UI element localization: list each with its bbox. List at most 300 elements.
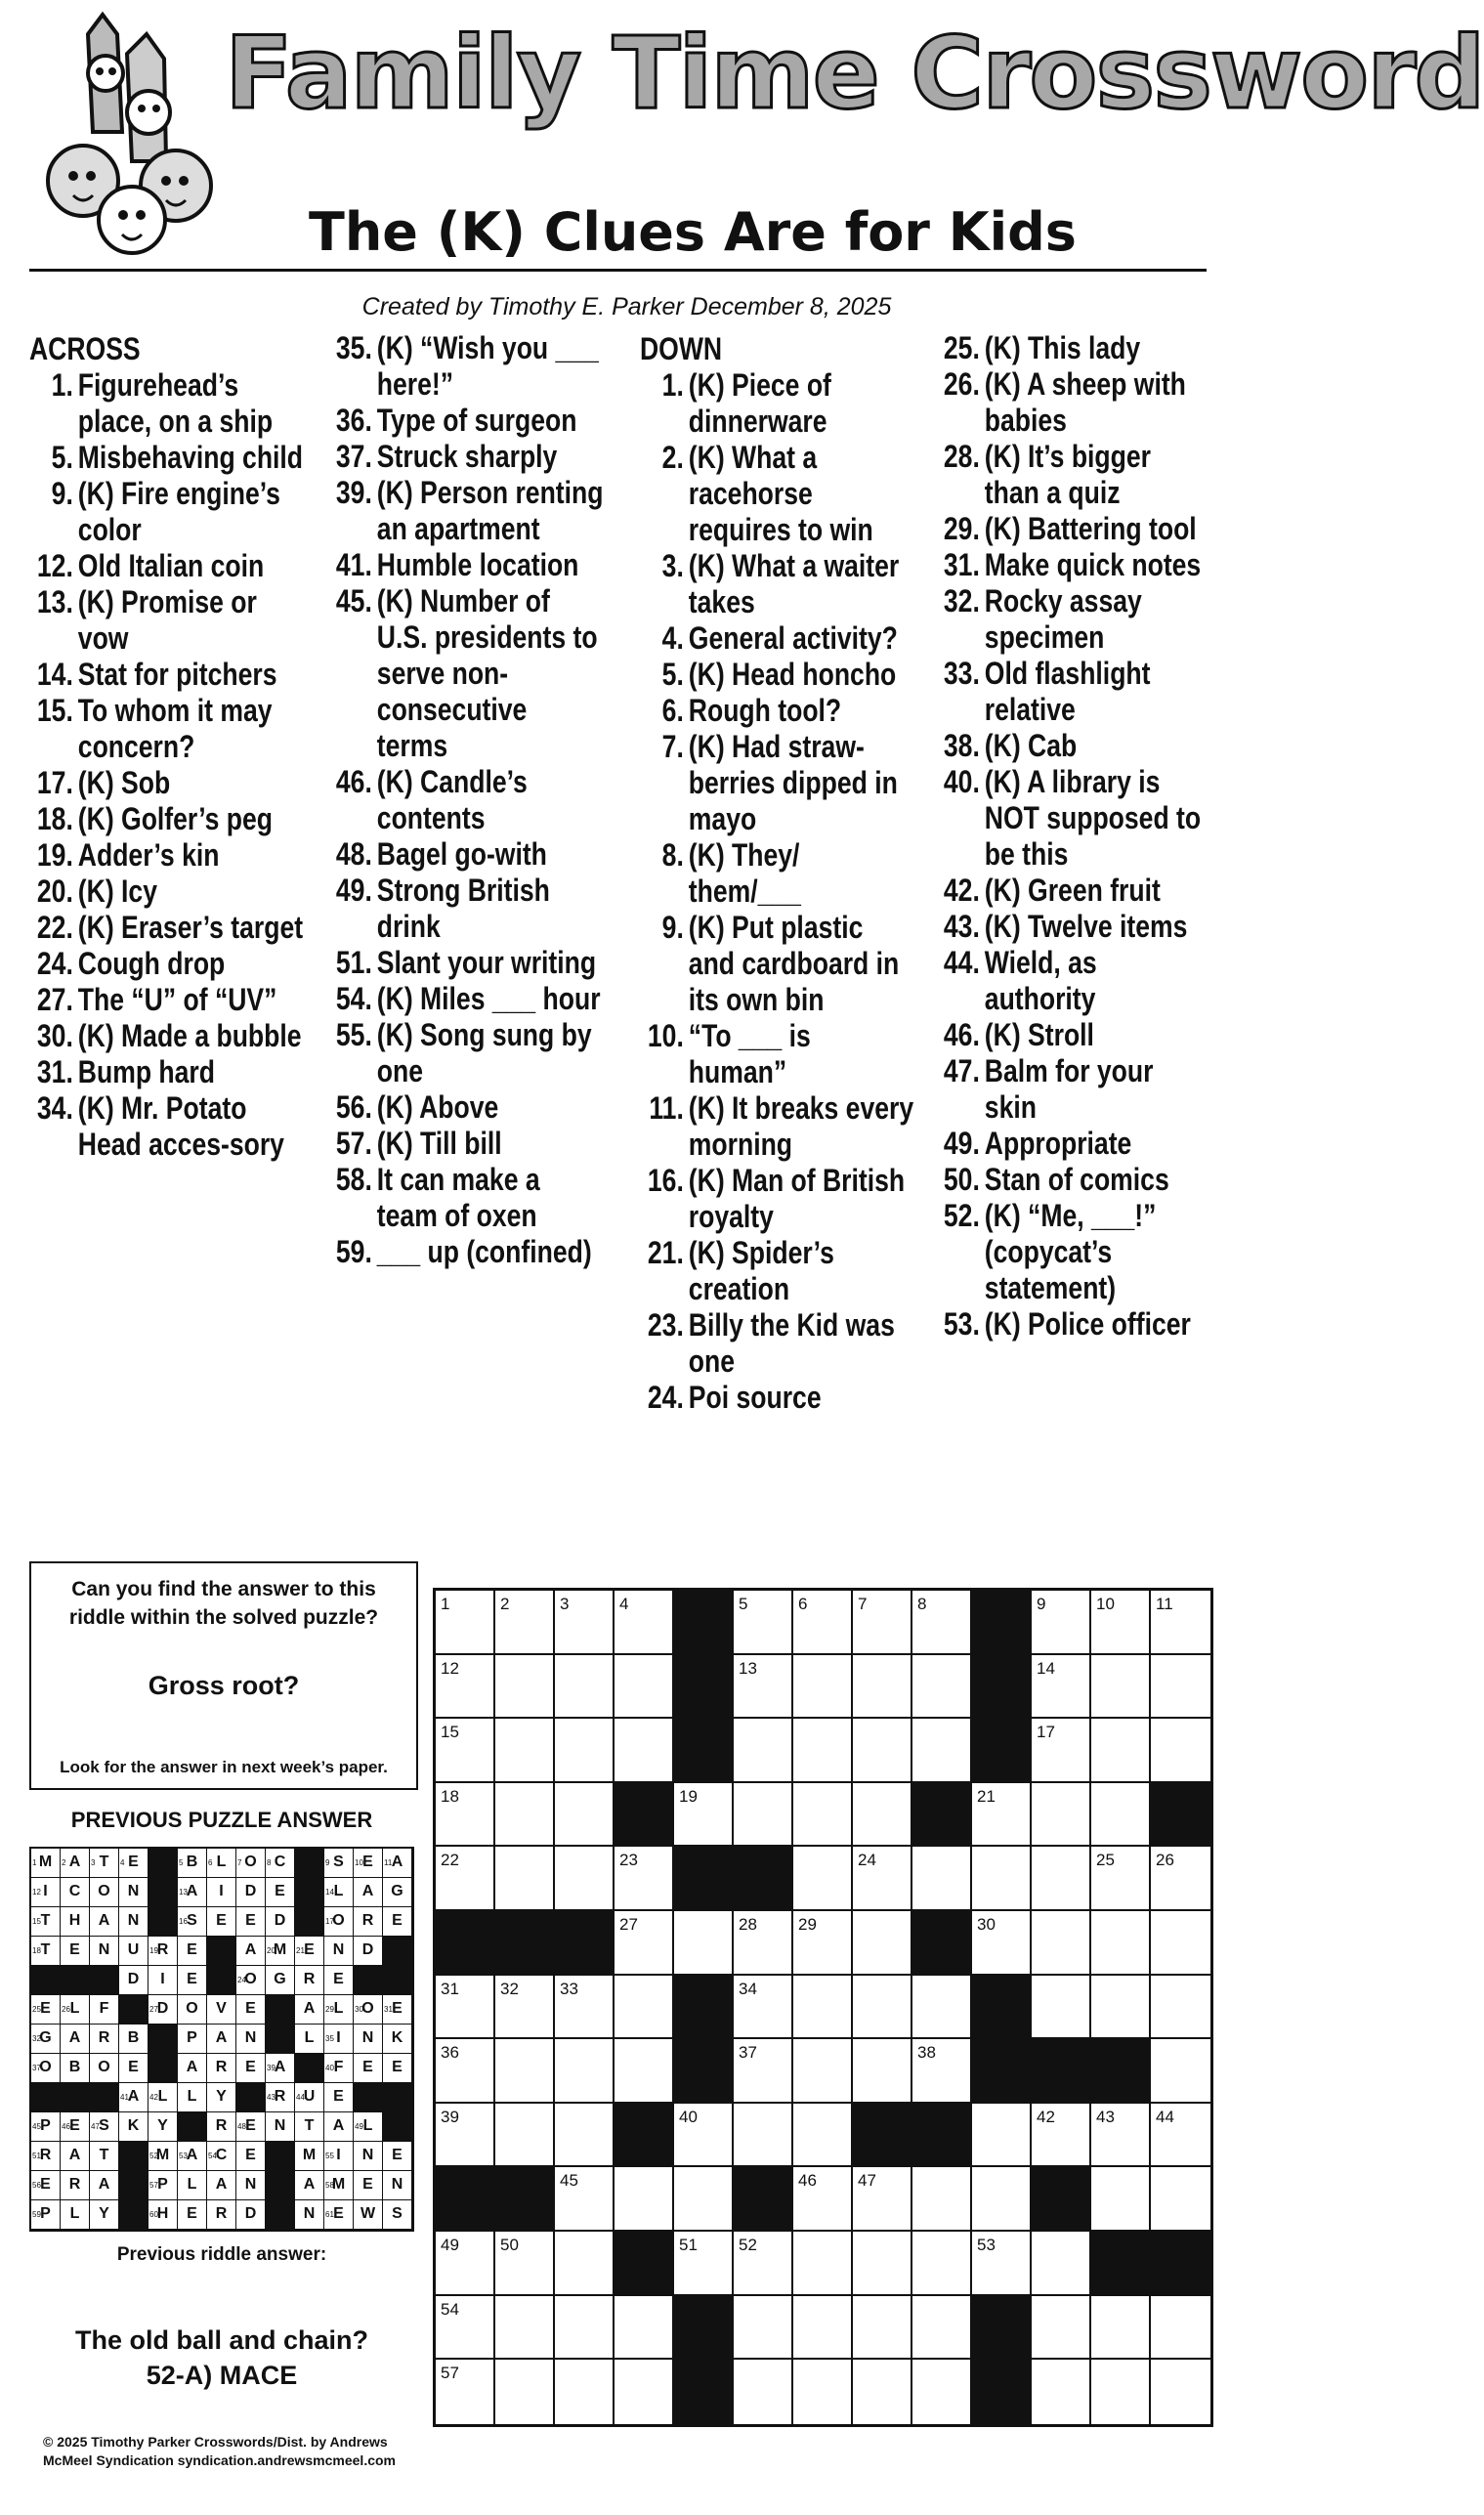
grid-cell[interactable] [972,2104,1032,2168]
grid-cell[interactable] [853,1783,912,1848]
grid-cell[interactable] [495,2296,555,2361]
down-clue [640,620,915,657]
cell-number: 45 [560,2171,578,2191]
grid-cell[interactable] [1151,1847,1210,1911]
down-heading: DOWN [640,331,723,366]
answer-cell-number: 5 [179,1858,184,1867]
clue-text: (K) Icy [77,874,157,909]
answer-cell [207,2142,236,2171]
answer-black-square [295,1849,324,1878]
grid-cell[interactable] [436,1591,495,1655]
across-clue [29,584,305,657]
grid-cell[interactable] [853,1719,912,1783]
grid-cell[interactable] [734,1719,793,1783]
grid-cell[interactable] [793,1783,853,1848]
answer-cell [354,1907,383,1937]
cell-number: 7 [858,1595,868,1613]
answer-cell [207,2083,236,2112]
black-square [912,1911,972,1976]
clue-text: Poi source [688,1380,822,1415]
answer-cell [207,1995,236,2025]
grid-cell[interactable] [555,1976,615,2040]
grid-cell[interactable] [912,1655,972,1720]
grid-cell[interactable] [555,2232,615,2296]
grid-cell[interactable] [1091,1655,1151,1720]
grid-cell[interactable] [1151,1911,1210,1976]
down-clue [640,657,915,693]
riddle-box [29,1561,418,1790]
answer-cell [61,1995,90,2025]
grid-cell[interactable] [912,2167,972,2232]
clue-text: Slant your writing [376,945,597,980]
black-square [674,2360,734,2424]
grid-cell[interactable] [793,1976,853,2040]
grid-cell[interactable] [615,1655,674,1720]
clue-text: (K) Police officer [984,1306,1191,1342]
grid-cell[interactable] [495,2104,555,2168]
grid-cell[interactable] [1151,2360,1210,2424]
clue-number: 12. [36,548,73,583]
grid-cell[interactable] [793,2039,853,2104]
grid-cell[interactable] [1032,2232,1091,2296]
grid-cell[interactable] [615,2167,674,2232]
grid-cell[interactable] [1032,1976,1091,2040]
answer-cell [178,1995,207,2025]
grid-cell[interactable] [615,1976,674,2040]
across-clue [328,439,604,475]
grid-cell[interactable] [1032,1911,1091,1976]
answer-black-square [383,2112,412,2142]
clue-number: 24. [647,1380,684,1415]
answer-cell [178,1907,207,1937]
black-square [674,2296,734,2361]
clue-text: Bump hard [77,1054,215,1089]
grid-cell[interactable] [1032,1655,1091,1720]
grid-cell[interactable] [1091,2167,1151,2232]
down-clue [936,1126,1211,1162]
grid-cell[interactable] [674,2167,734,2232]
answer-cell-number: 31 [384,2005,393,2014]
answer-cell-number: 57 [149,2181,158,2190]
answer-cell-number: 15 [32,1917,41,1926]
answer-letter: E [392,2000,403,2017]
grid-cell[interactable] [853,1976,912,2040]
answer-cell [178,2054,207,2083]
answer-letter: B [127,2029,140,2046]
cell-number: 17 [1037,1723,1055,1742]
answer-cell [31,2025,61,2054]
grid-cell[interactable] [1091,2360,1151,2424]
answer-cell [295,1937,324,1966]
answer-letter: P [40,2205,51,2222]
grid-cell[interactable] [734,2039,793,2104]
grid-cell[interactable] [1091,1976,1151,2040]
grid-cell[interactable] [674,2104,734,2168]
clue-text: Strong British drink [376,873,550,944]
grid-cell[interactable] [853,2296,912,2361]
grid-cell[interactable] [1032,1847,1091,1911]
answer-letter: A [303,2176,316,2193]
answer-black-square [266,1995,295,2025]
grid-cell[interactable] [1151,2039,1210,2104]
down-clue [936,1162,1211,1198]
grid-cell[interactable] [1151,2167,1210,2232]
answer-cell [266,2054,295,2083]
answer-letter: R [156,1941,169,1958]
clue-text: (K) Mr. Potato Head acces-sory [77,1090,284,1162]
grid-cell[interactable] [555,1655,615,1720]
answer-cell [295,2083,324,2112]
grid-cell[interactable] [734,1976,793,2040]
answer-black-square [354,1966,383,1995]
answer-cell-number: 40 [325,2064,334,2072]
grid-cell[interactable] [555,2296,615,2361]
grid-cell[interactable] [1091,1591,1151,1655]
clue-text: (K) Eraser’s target [77,910,304,945]
cell-number: 34 [739,1979,757,1998]
answer-cell-number: 20 [267,1946,276,1955]
grid-cell[interactable] [555,2104,615,2168]
answer-black-square [148,2054,178,2083]
grid-cell[interactable] [912,2360,972,2424]
answer-cell [207,2054,236,2083]
answer-letter: C [215,2147,228,2163]
answer-letter: E [392,2147,403,2163]
grid-cell[interactable] [615,1847,674,1911]
grid-cell[interactable] [615,2360,674,2424]
grid-cell[interactable] [1151,2296,1210,2361]
clue-number: 53. [943,1306,980,1342]
grid-cell[interactable] [793,1591,853,1655]
grid-cell[interactable] [555,1719,615,1783]
grid-cell[interactable] [793,2104,853,2168]
grid-cell[interactable] [436,1976,495,2040]
clue-text: Balm for your skin [984,1053,1154,1125]
grid-cell[interactable] [853,1911,912,1976]
black-square [436,2167,495,2232]
answer-cell [354,1878,383,1907]
clue-number: 39. [335,475,372,510]
down-clue [936,547,1211,583]
grid-cell[interactable] [1091,1911,1151,1976]
grid-cell[interactable] [615,1591,674,1655]
answer-letter: R [215,2205,228,2222]
grid-cell[interactable] [853,2167,912,2232]
black-square [1151,1783,1210,1848]
answer-cell [236,1878,266,1907]
clue-text: Rough tool? [688,693,842,728]
clue-text: Misbehaving child [77,440,304,475]
cell-number: 26 [1156,1851,1174,1870]
answer-cell [236,1849,266,1878]
grid-cell[interactable] [1091,1719,1151,1783]
answer-cell-number: 18 [32,1946,41,1955]
across-clue [29,657,305,693]
answer-cell [148,2112,178,2142]
grid-cell[interactable] [912,1976,972,2040]
grid-cell[interactable] [674,2232,734,2296]
grid-cell[interactable] [734,1783,793,1848]
answer-cell [324,1849,354,1878]
grid-cell[interactable] [853,2360,912,2424]
answer-cell [383,2142,412,2171]
black-square [674,1591,734,1655]
black-square [1032,2039,1091,2104]
grid-cell[interactable] [793,1719,853,1783]
grid-cell[interactable] [495,1655,555,1720]
across-clue [29,476,305,548]
answer-cell [207,2025,236,2054]
answer-letter: L [187,2088,197,2105]
answer-letter: O [98,1883,110,1899]
answer-letter: A [332,2117,345,2134]
answer-letter: N [361,2147,374,2163]
grid-cell[interactable] [853,1847,912,1911]
answer-cell [207,1878,236,1907]
grid-cell[interactable] [912,1719,972,1783]
grid-cell[interactable] [734,2296,793,2361]
answer-cell [31,2112,61,2142]
grid-cell[interactable] [615,2296,674,2361]
cell-number: 30 [977,1915,996,1934]
grid-cell[interactable] [734,2232,793,2296]
grid-cell[interactable] [615,1719,674,1783]
answer-letter: L [304,2029,315,2046]
grid-cell[interactable] [1091,2104,1151,2168]
cell-number: 9 [1037,1595,1046,1613]
cell-number: 22 [441,1851,459,1870]
grid-cell[interactable] [1032,1591,1091,1655]
grid-cell[interactable] [555,2167,615,2232]
grid-cell[interactable] [1151,1976,1210,2040]
answer-letter: M [331,2176,346,2193]
grid-cell[interactable] [853,1655,912,1720]
grid-cell[interactable] [972,1911,1032,1976]
grid-cell[interactable] [793,2296,853,2361]
cell-number: 29 [798,1915,817,1934]
grid-cell[interactable] [615,2039,674,2104]
black-square [674,2039,734,2104]
grid-cell[interactable] [555,1783,615,1848]
across-clue [29,1090,305,1163]
grid-cell[interactable] [1032,1783,1091,1848]
answer-letter: O [98,2059,110,2075]
grid-cell[interactable] [495,2232,555,2296]
answer-cell [266,1849,295,1878]
grid-cell[interactable] [495,2039,555,2104]
answer-letter: H [68,1912,81,1929]
grid-cell[interactable] [1091,1847,1151,1911]
answer-letter: U [127,1941,140,1958]
across-clue [29,367,305,440]
cell-number: 27 [619,1915,638,1934]
cell-number: 2 [500,1595,510,1613]
grid-cell[interactable] [1151,1719,1210,1783]
grid-cell[interactable] [793,1847,853,1911]
down-clue [640,1163,915,1235]
grid-cell[interactable] [436,2039,495,2104]
grid-cell[interactable] [436,2296,495,2361]
answer-cell [354,2200,383,2230]
grid-cell[interactable] [853,2232,912,2296]
black-square [972,1655,1032,1720]
grid-cell[interactable] [495,1976,555,2040]
grid-cell[interactable] [734,2104,793,2168]
clue-number: 48. [335,836,372,872]
answer-letter: A [215,2029,228,2046]
grid-cell[interactable] [555,2360,615,2424]
clue-number: 49. [335,873,372,908]
grid-cell[interactable] [793,2167,853,2232]
clue-number: 20. [36,874,73,909]
answer-letter: A [68,2029,81,2046]
answer-cell [207,1907,236,1937]
grid-cell[interactable] [615,1911,674,1976]
answer-letter: E [40,2000,51,2017]
grid-cell[interactable] [495,1591,555,1655]
grid-cell[interactable] [436,2360,495,2424]
cell-number: 24 [858,1851,876,1870]
grid-cell[interactable] [972,2167,1032,2232]
answer-letter: D [244,1883,257,1899]
grid-cell[interactable] [1091,1783,1151,1848]
answer-cell [178,2142,207,2171]
answer-letter: G [391,1883,403,1899]
grid-cell[interactable] [495,1783,555,1848]
grid-cell[interactable] [912,2232,972,2296]
grid-cell[interactable] [972,1783,1032,1848]
grid-cell[interactable] [734,1655,793,1720]
grid-cell[interactable] [436,1847,495,1911]
black-square [912,1783,972,1848]
answer-black-square [178,2112,207,2142]
answer-cell-number: 29 [325,2005,334,2014]
grid-cell[interactable] [1091,2296,1151,2361]
clue-number: 2. [661,440,684,475]
grid-cell[interactable] [972,1847,1032,1911]
grid-cell[interactable] [495,2360,555,2424]
answer-cell [266,1937,295,1966]
answer-cell-number: 35 [325,2034,334,2043]
answer-cell [324,2054,354,2083]
across-clue [328,583,604,764]
answer-cell-number: 47 [91,2122,100,2131]
grid-cell[interactable] [555,1591,615,1655]
answer-letter: E [392,2059,403,2075]
grid-cell[interactable] [674,1911,734,1976]
grid-cell[interactable] [853,1591,912,1655]
answer-letter: N [332,1941,345,1958]
answer-letter: E [187,1941,197,1958]
down-clue [640,1380,915,1416]
answer-cell [61,1907,90,1937]
grid-cell[interactable] [1151,1655,1210,1720]
grid-cell[interactable] [793,1911,853,1976]
grid-cell[interactable] [436,2232,495,2296]
grid-cell[interactable] [793,1655,853,1720]
answer-cell [178,1849,207,1878]
grid-cell[interactable] [734,2360,793,2424]
answer-letter: R [215,2117,228,2134]
grid-cell[interactable] [734,1911,793,1976]
grid-cell[interactable] [972,2232,1032,2296]
grid-cell[interactable] [793,2232,853,2296]
grid-cell[interactable] [793,2360,853,2424]
grid-cell[interactable] [912,2039,972,2104]
grid-cell[interactable] [1151,2104,1210,2168]
grid-cell[interactable] [555,2039,615,2104]
grid-cell[interactable] [912,2296,972,2361]
answer-cell-number: 3 [91,1858,96,1867]
grid-cell[interactable] [1032,1719,1091,1783]
answer-letter: A [274,2059,286,2075]
cell-number: 33 [560,1979,578,1998]
cell-number: 18 [441,1786,459,1806]
answer-cell [207,2200,236,2230]
answer-cell [148,1995,178,2025]
clue-number: 24. [36,946,73,981]
answer-letter: L [69,2000,80,2017]
clue-number: 46. [335,764,372,799]
crossword-subtitle: The (K) Clues Are for Kids [309,201,1077,263]
answer-black-square [90,2083,119,2112]
answer-cell-number: 12 [32,1888,41,1897]
grid-cell[interactable] [853,2039,912,2104]
answer-black-square [295,1878,324,1907]
clue-text: Struck sharply [376,439,558,474]
answer-cell [236,2112,266,2142]
grid-cell[interactable] [734,1591,793,1655]
answer-cell-number: 51 [32,2152,41,2160]
grid-cell[interactable] [1032,2360,1091,2424]
grid-cell[interactable] [1151,1591,1210,1655]
answer-letter: L [362,2117,373,2134]
grid-cell[interactable] [912,1847,972,1911]
answer-black-square [31,1966,61,1995]
clue-text: Make quick notes [984,547,1202,582]
clue-text: (K) A library is NOT supposed to be this [984,764,1202,872]
answer-cell [31,1995,61,2025]
grid-cell[interactable] [495,1719,555,1783]
answer-letter: A [68,2147,81,2163]
grid-cell[interactable] [912,1591,972,1655]
grid-cell[interactable] [674,1783,734,1848]
answer-cell [295,2112,324,2142]
answer-cell [148,2200,178,2230]
crossword-grid[interactable] [433,1588,1213,2427]
answer-letter: N [127,1883,140,1899]
answer-cell [61,1849,90,1878]
grid-cell[interactable] [555,1847,615,1911]
answer-letter: N [127,1912,140,1929]
answer-letter: E [333,1971,344,1987]
down-clues-column-1 [640,330,915,1416]
grid-cell[interactable] [495,1847,555,1911]
answer-letter: E [245,1912,256,1929]
grid-cell[interactable] [436,1783,495,1848]
grid-cell[interactable] [436,1655,495,1720]
grid-cell[interactable] [436,1719,495,1783]
grid-cell[interactable] [1032,2296,1091,2361]
answer-cell [90,1878,119,1907]
grid-cell[interactable] [1032,2104,1091,2168]
grid-cell[interactable] [436,2104,495,2168]
answer-black-square [207,1966,236,1995]
answer-letter: E [245,2147,256,2163]
across-clue [29,982,305,1018]
clue-number: 22. [36,910,73,945]
answer-letter: N [244,2176,257,2193]
